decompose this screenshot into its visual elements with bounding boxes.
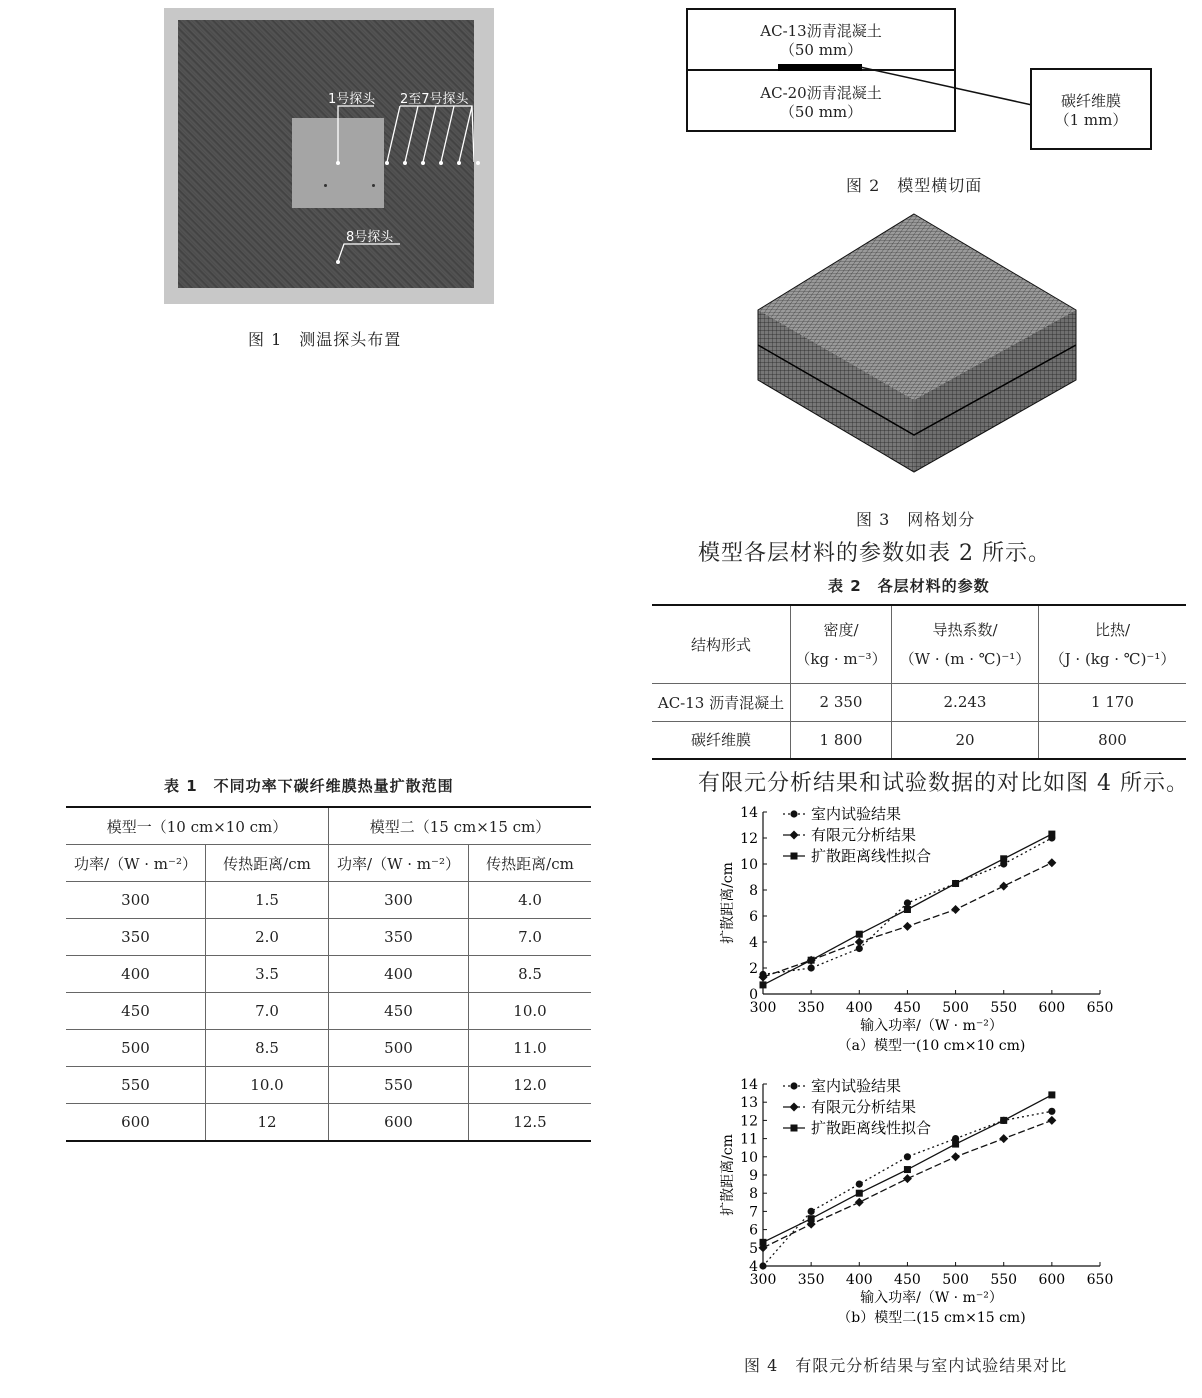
table-cell: 350 — [66, 919, 206, 956]
heat-diffusion-table — [66, 806, 591, 1142]
table-cell: 7.0 — [469, 919, 592, 956]
table-cell: 20 — [892, 721, 1039, 759]
x-axis-label: 输入功率/（W · m⁻²） — [860, 1018, 1003, 1034]
marker-diamond — [903, 1174, 912, 1183]
table-cell: 12 — [206, 1104, 329, 1142]
group-model1: 模型一（10 cm×10 cm） — [66, 807, 329, 845]
table-cell: 7.0 — [206, 993, 329, 1030]
table-cell: 1 800 — [791, 721, 892, 759]
x-tick-label: 450 — [894, 1000, 921, 1016]
table-cell: 300 — [66, 882, 206, 919]
table-cell: 8.5 — [469, 956, 592, 993]
header-density: 密度/ （kg · m⁻³） — [791, 605, 892, 683]
x-tick-label: 650 — [1086, 1000, 1114, 1016]
marker-circle — [904, 899, 911, 906]
chart-model2 — [700, 1072, 1140, 1334]
paragraph-table2-ref: 模型各层材料的参数如表 2 所示。 — [698, 541, 1051, 566]
table-cell: 800 — [1098, 730, 1127, 749]
carbon-film-strip — [778, 64, 862, 71]
probe-leader-lines — [178, 20, 474, 288]
marker-square — [808, 1215, 815, 1222]
marker-square — [856, 1190, 863, 1197]
table-row — [66, 1104, 591, 1142]
table-cell: 10.0 — [206, 1067, 329, 1104]
marker-diamond — [790, 831, 799, 840]
probe-layout-photo — [164, 8, 494, 304]
table-row — [66, 919, 591, 956]
table-row — [66, 956, 591, 993]
header-distance: 传热距离/cm — [469, 845, 592, 882]
y-tick-label: 10 — [740, 857, 758, 873]
legend-label: 扩散距离线性拟合 — [811, 847, 932, 865]
y-tick-label: 12 — [740, 831, 758, 847]
legend-label: 室内试验结果 — [811, 1077, 902, 1095]
marker-square — [760, 1239, 767, 1246]
table-cell: 11.0 — [469, 1030, 592, 1067]
y-tick-label: 2 — [749, 961, 758, 977]
y-tick-label: 11 — [740, 1131, 758, 1148]
x-tick-label: 400 — [845, 1000, 873, 1016]
group-model2: 模型二（15 cm×15 cm） — [329, 807, 592, 845]
paragraph-fig4-ref: 有限元分析结果和试验数据的对比如图 4 所示。 — [698, 771, 1189, 796]
y-tick-label: 13 — [740, 1095, 758, 1112]
marker-circle — [790, 810, 797, 817]
y-tick-label: 5 — [749, 1240, 758, 1257]
y-tick-label: 4 — [749, 1259, 758, 1275]
marker-square — [791, 853, 798, 860]
marker-diamond — [1047, 1116, 1056, 1125]
y-tick-label: 8 — [749, 1186, 758, 1203]
marker-diamond — [790, 1103, 799, 1112]
chart-subtitle: （b）模型二(15 cm×15 cm) — [837, 1310, 1026, 1326]
y-axis-label: 扩散距离/cm — [720, 862, 736, 944]
marker-diamond — [951, 1152, 960, 1161]
marker-square — [952, 1141, 959, 1148]
x-tick-label: 550 — [990, 1000, 1018, 1016]
fig3-caption: 图 3 网格划分 — [856, 510, 976, 529]
probe1-label: 1号探头 — [328, 92, 376, 107]
table2-title: 表 2 各层材料的参数 — [828, 577, 990, 595]
table-cell: 450 — [66, 993, 206, 1030]
table-cell: 2.0 — [206, 919, 329, 956]
marker-square — [1048, 831, 1055, 838]
x-tick-label: 500 — [942, 1272, 969, 1288]
film-thickness: （1 mm） — [1054, 111, 1128, 129]
marker-square — [952, 880, 959, 887]
marker-circle — [808, 1208, 815, 1215]
legend-label: 扩散距离线性拟合 — [811, 1119, 932, 1137]
legend-label: 室内试验结果 — [811, 805, 902, 823]
y-tick-label: 6 — [749, 909, 758, 925]
legend-label: 有限元分析结果 — [811, 826, 917, 844]
marker-circle — [790, 1082, 797, 1089]
layer-top-thickness: （50 mm） — [779, 41, 863, 59]
table-cell: 12.5 — [513, 1113, 547, 1131]
marker-diamond — [951, 905, 960, 914]
table1-title: 表 1 不同功率下碳纤维膜热量扩散范围 — [164, 777, 454, 795]
table-cell: 碳纤维膜 — [652, 721, 791, 759]
table-cell: 12.0 — [469, 1067, 592, 1104]
y-tick-label: 14 — [740, 805, 758, 821]
marker-diamond — [903, 922, 912, 931]
table-cell: 1.5 — [206, 882, 329, 919]
layer-top-name: AC-13沥青混凝土 — [760, 22, 882, 40]
layer-bottom-thickness: （50 mm） — [779, 103, 863, 121]
x-tick-label: 650 — [1086, 1272, 1114, 1288]
y-tick-label: 6 — [749, 1222, 758, 1239]
table-cell: 10.0 — [469, 993, 592, 1030]
marker-circle — [904, 1153, 911, 1160]
y-tick-label: 10 — [740, 1149, 758, 1166]
film-label-box — [1030, 68, 1152, 150]
x-tick-label: 350 — [797, 1272, 825, 1288]
probe8-label: 8号探头 — [346, 230, 394, 245]
header-structure: 结构形式 — [652, 605, 791, 683]
marker-square — [856, 931, 863, 938]
marker-diamond — [999, 1134, 1008, 1143]
x-tick-label: 350 — [797, 1000, 825, 1016]
table-group-row — [66, 807, 591, 845]
table-cell: 8.5 — [206, 1030, 329, 1067]
marker-circle — [1048, 1108, 1055, 1115]
film-leader-line — [860, 60, 1035, 110]
x-tick-label: 450 — [894, 1272, 921, 1288]
x-tick-label: 300 — [749, 1272, 777, 1288]
marker-square — [904, 1166, 911, 1173]
y-tick-label: 12 — [740, 1113, 758, 1130]
layer-bottom-name: AC-20沥青混凝土 — [760, 84, 882, 102]
marker-square — [1000, 855, 1007, 862]
series-line — [763, 1120, 1052, 1247]
y-tick-label: 4 — [749, 935, 758, 951]
table-cell: 400 — [66, 956, 206, 993]
marker-circle — [808, 964, 815, 971]
table-cell: 4.0 — [469, 882, 592, 919]
table-cell: 500 — [329, 1030, 469, 1067]
series-diamond — [759, 858, 1057, 981]
header-conductivity: 导热系数/ （W · (m · ℃)⁻¹） — [892, 605, 1039, 683]
header-power: 功率/（W · m⁻²） — [66, 845, 206, 882]
x-tick-label: 500 — [942, 1000, 969, 1016]
chart-subtitle: （a）模型一(10 cm×10 cm) — [837, 1038, 1026, 1054]
table-row — [66, 882, 591, 919]
table-row — [66, 1030, 591, 1067]
table-cell: 300 — [329, 882, 469, 919]
table-cell: 400 — [329, 956, 469, 993]
table-cell: 600 — [329, 1104, 469, 1142]
table-header-row — [652, 605, 1186, 683]
table-cell: 500 — [66, 1030, 206, 1067]
header-distance: 传热距离/cm — [206, 845, 329, 882]
fig2-caption: 图 2 模型横切面 — [846, 176, 983, 195]
marker-diamond — [855, 1198, 864, 1207]
pavement-surface — [178, 20, 474, 288]
material-parameter-table — [652, 604, 1186, 760]
table-cell: 1 170 — [1039, 683, 1187, 721]
x-tick-label: 600 — [1038, 1000, 1066, 1016]
table-cell: 3.5 — [206, 956, 329, 993]
table-row — [652, 721, 1186, 759]
table-cell: 550 — [66, 1067, 206, 1104]
marker-diamond — [999, 882, 1008, 891]
marker-circle — [759, 1262, 766, 1269]
table-cell: 550 — [329, 1067, 469, 1104]
table-cell: 450 — [329, 993, 469, 1030]
marker-square — [1000, 1117, 1007, 1124]
x-tick-label: 300 — [749, 1000, 777, 1016]
mesh-model — [756, 210, 1080, 474]
probe2-7-label: 2至7号探头 — [400, 92, 469, 107]
y-tick-label: 0 — [749, 987, 758, 1003]
marker-square — [760, 981, 767, 988]
series-line — [763, 863, 1052, 977]
x-axis-label: 输入功率/（W · m⁻²） — [860, 1290, 1003, 1306]
marker-circle — [856, 1181, 863, 1188]
table-row — [66, 1067, 591, 1104]
table-cell: 2.243 — [892, 683, 1039, 721]
marker-square — [904, 906, 911, 913]
x-tick-label: 550 — [990, 1272, 1018, 1288]
header-power: 功率/（W · m⁻²） — [329, 845, 469, 882]
x-tick-label: 400 — [845, 1272, 873, 1288]
y-axis-label: 扩散距离/cm — [720, 1134, 736, 1216]
table-cell: AC-13 沥青混凝土 — [652, 683, 791, 721]
y-tick-label: 14 — [740, 1077, 758, 1093]
table-row — [652, 683, 1186, 721]
film-name: 碳纤维膜 — [1060, 92, 1121, 110]
y-tick-label: 8 — [749, 883, 758, 899]
marker-square — [808, 957, 815, 964]
header-specific-heat: 比热/ （J · (kg · ℃)⁻¹） — [1039, 605, 1187, 683]
fig4-caption: 图 4 有限元分析结果与室内试验结果对比 — [744, 1356, 1068, 1375]
probe-point — [476, 161, 480, 165]
fig1-caption: 图 1 测温探头布置 — [248, 330, 402, 349]
table-row — [66, 993, 591, 1030]
x-tick-label: 600 — [1038, 1272, 1066, 1288]
table-cell: 600 — [66, 1104, 206, 1142]
legend-label: 有限元分析结果 — [811, 1098, 917, 1116]
marker-square — [791, 1125, 798, 1132]
y-tick-label: 7 — [749, 1204, 758, 1221]
y-tick-label: 9 — [749, 1168, 758, 1184]
table-cell: 350 — [329, 919, 469, 956]
chart-model1 — [700, 800, 1140, 1062]
table-header-row — [66, 845, 591, 882]
marker-square — [1048, 1091, 1055, 1098]
marker-diamond — [1047, 858, 1056, 867]
table-cell: 2 350 — [791, 683, 892, 721]
